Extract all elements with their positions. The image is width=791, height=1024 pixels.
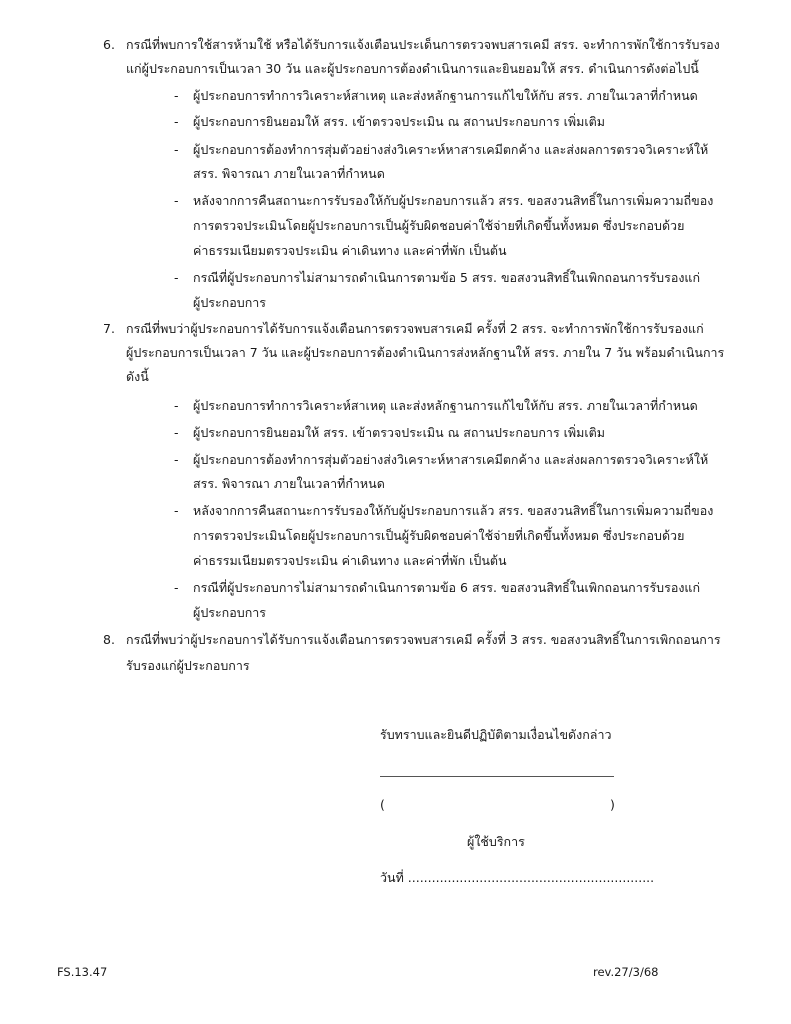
item-8-line-2: รับรองแก่ผู้ประกอบการ [126,658,250,673]
form-code: FS.13.47 [57,965,108,979]
item-6-bullet-1-dash: - [174,88,179,103]
item-6-bullet-1: ผู้ประกอบการทำการวิเคราะห์สาเหตุ และส่งหลักฐานการแก้ไขให้กับ สรร. ภายในเวลาที่กำหนด [193,88,698,103]
item-6-line-1: กรณีที่พบการใช้สารห้ามใช้ หรือได้รับการแจ้งเตือนประเด็นการตรวจพบสารเคมี สรร. จะทำการพักใช้การรับรอง [126,37,720,52]
item-7-bullet-5-line-1: กรณีที่ผู้ประกอบการไม่สามารถดำเนินการตามข้อ 6 สรร. ขอสงวนสิทธิ์ในเพิกถอนการรับรองแก่ [193,580,701,595]
item-7-bullet-5-dash: - [174,580,179,595]
item-6-bullet-3-line-1: ผู้ประกอบการต้องทำการสุ่มตัวอย่างส่งวิเคราะห์หาสารเคมีตกค้าง และส่งผลการตรวจวิเคราะห์ให้ [193,142,709,157]
item-6-bullet-2-dash: - [174,114,179,129]
item-7-bullet-4-line-1: หลังจากการคืนสถานะการรับรองให้กับผู้ประกอบการแล้ว สรร. ขอสงวนสิทธิ์ในการเพิ่มความถี่ของ [193,503,714,518]
item-7-line-3: ดังนี้ [126,369,149,384]
date-field: วันที่ .............................................................. [380,870,655,885]
item-7-line-1: กรณีที่พบว่าผู้ประกอบการได้รับการแจ้งเตือนการตรวจพบสารเคมี ครั้งที่ 2 สรร. จะทำการพักใช้การรับรองแก่ [126,321,704,336]
item-7-bullet-4-line-2: การตรวจประเมินโดยผู้ประกอบการเป็นผู้รับผิดชอบค่าใช้จ่ายที่เกิดขึ้นทั้งหมด ซึ่งประกอบด้วย [193,528,685,543]
item-7-bullet-4-line-3: ค่าธรรมเนียมตรวจประเมิน ค่าเดินทาง และค่าที่พัก เป็นต้น [193,553,507,568]
item-6-bullet-5-dash: - [174,270,179,285]
item-6-bullet-2: ผู้ประกอบการยินยอมให้ สรร. เข้าตรวจประเมิน ณ สถานประกอบการ เพิ่มเติม [193,114,606,129]
item-7-bullet-3-dash: - [174,452,179,467]
item-6-bullet-4-line-3: ค่าธรรมเนียมตรวจประเมิน ค่าเดินทาง และค่าที่พัก เป็นต้น [193,243,507,258]
item-7-bullet-2-dash: - [174,425,179,440]
item-6-bullet-3-line-2: สรร. พิจารณา ภายในเวลาที่กำหนด [193,166,385,181]
signature-line [380,776,614,777]
item-8-line-1: กรณีที่พบว่าผู้ประกอบการได้รับการแจ้งเตือนการตรวจพบสารเคมี ครั้งที่ 3 สรร. ขอสงวนสิทธิ์ในการเพิกถอนการ [126,632,721,647]
item-7-bullet-2: ผู้ประกอบการยินยอมให้ สรร. เข้าตรวจประเมิน ณ สถานประกอบการ เพิ่มเติม [193,425,606,440]
item-7-bullet-1-dash: - [174,398,179,413]
item-7-bullet-3-line-2: สรร. พิจารณา ภายในเวลาที่กำหนด [193,476,385,491]
item-7-bullet-1: ผู้ประกอบการทำการวิเคราะห์สาเหตุ และส่งหลักฐานการแก้ไขให้กับ สรร. ภายในเวลาที่กำหนด [193,398,698,413]
item-8-number: 8. [103,632,115,647]
item-7-line-2: ผู้ประกอบการเป็นเวลา 7 วัน และผู้ประกอบการต้องดำเนินการส่งหลักฐานให้ สรร. ภายใน 7 วัน พร้อมดำเนินการ [126,345,725,360]
revision-label: rev.27/3/68 [593,965,659,979]
item-6-line-2: แก่ผู้ประกอบการเป็นเวลา 30 วัน และผู้ประกอบการต้องดำเนินการและยินยอมให้ สรร. ดำเนินการดังต่อไปนี้ [126,61,699,76]
item-6-bullet-4-line-1: หลังจากการคืนสถานะการรับรองให้กับผู้ประกอบการแล้ว สรร. ขอสงวนสิทธิ์ในการเพิ่มความถี่ของ [193,193,714,208]
item-6-bullet-5-line-1: กรณีที่ผู้ประกอบการไม่สามารถดำเนินการตามข้อ 5 สรร. ขอสงวนสิทธิ์ในเพิกถอนการรับรองแก่ [193,270,701,285]
item-6-bullet-4-line-2: การตรวจประเมินโดยผู้ประกอบการเป็นผู้รับผิดชอบค่าใช้จ่ายที่เกิดขึ้นทั้งหมด ซึ่งประกอบด้วย [193,218,685,233]
item-6-bullet-4-dash: - [174,193,179,208]
item-7-bullet-3-line-1: ผู้ประกอบการต้องทำการสุ่มตัวอย่างส่งวิเคราะห์หาสารเคมีตกค้าง และส่งผลการตรวจวิเคราะห์ให้ [193,452,709,467]
item-6-bullet-3-dash: - [174,142,179,157]
acknowledge-statement: รับทราบและยินดีปฏิบัติตามเงื่อนไขดังกล่าว [380,727,612,742]
signer-role: ผู้ใช้บริการ [467,834,525,849]
name-paren-close: ) [610,797,615,812]
name-paren-open: ( [380,797,385,812]
item-6-number: 6. [103,37,115,52]
item-7-bullet-4-dash: - [174,503,179,518]
item-6-bullet-5-line-2: ผู้ประกอบการ [193,295,266,310]
item-7-number: 7. [103,321,115,336]
item-7-bullet-5-line-2: ผู้ประกอบการ [193,605,266,620]
